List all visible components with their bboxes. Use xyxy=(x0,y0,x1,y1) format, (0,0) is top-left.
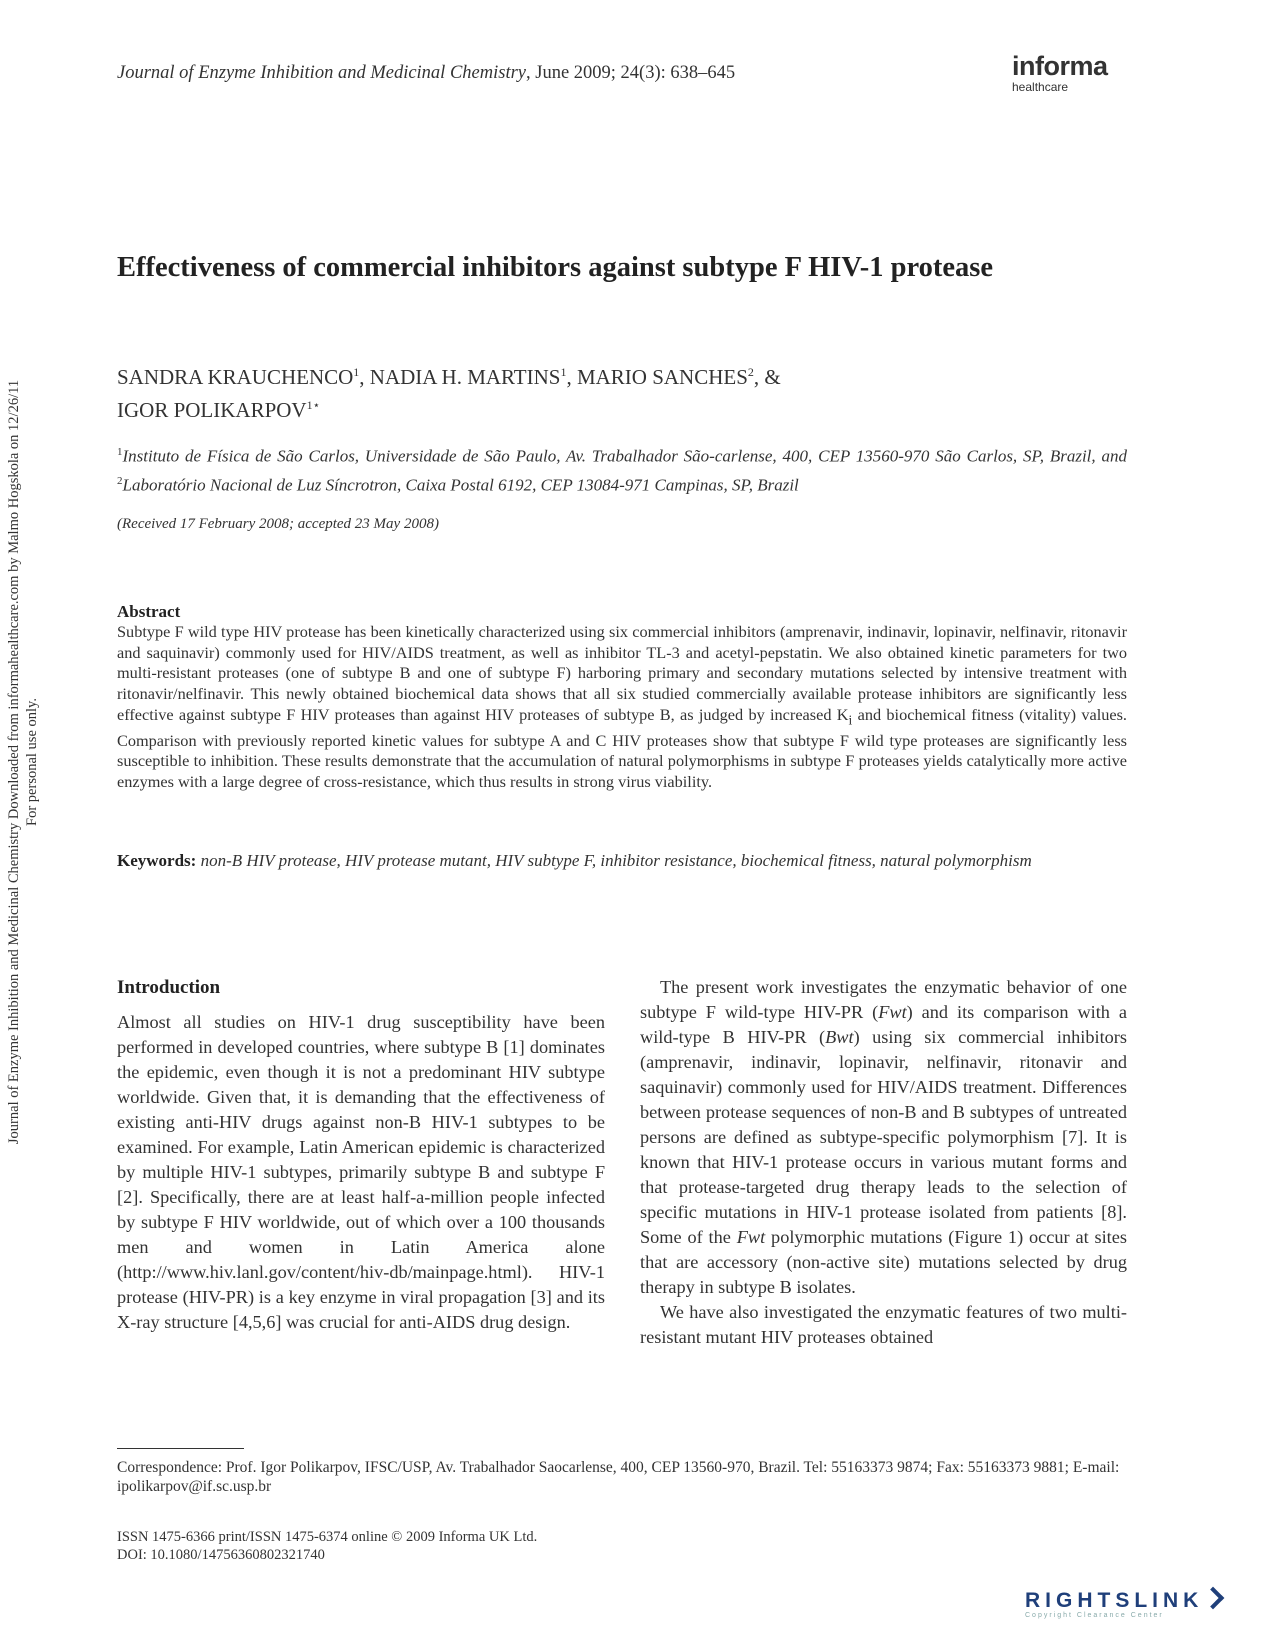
logo-sub: healthcare xyxy=(1012,80,1069,94)
intro-right-paragraph-2: We have also investigated the enzymatic features of two multi-resistant mutant HIV proteases obtained xyxy=(640,1302,1127,1347)
affil-sup-2: 2 xyxy=(117,474,123,487)
abstract-heading: Abstract xyxy=(117,602,181,621)
issn-doi xyxy=(117,1528,817,1564)
right-column xyxy=(640,975,1127,1350)
abstract-text-2: and biochemical fitness (vitality) values. Comparison with previously reported kinetic values for subtype A and C HIV proteases show that subtype F wild type proteases are significantly less susceptible to inhibition. These results demonstrate that the accumulation of natural polymorphisms in subtype F proteases yields catalytically more active enzymes with a large degree of cross-resistance, which thus results in strong virus viability. xyxy=(117,704,1127,792)
affil-text-2: Laboratório Nacional de Luz Síncrotron, Caixa Postal 6192, CEP 13084-971 Campinas, SP, Brazil xyxy=(122,475,799,495)
doi-line: DOI: 10.1080/14756360802321740 xyxy=(117,1547,325,1563)
author-1: SANDRA KRAUCHENCO xyxy=(117,365,354,389)
rp1-b: ) and its comparison with a wild-type B HIV-PR ( xyxy=(640,1002,1128,1047)
author-3-end: , & xyxy=(753,365,781,389)
received-dates: (Received 17 February 2008; accepted 23 May 2008) xyxy=(117,516,439,532)
author-1-sup: 1 xyxy=(353,365,360,379)
rp1-fwt: Fwt xyxy=(878,1002,907,1022)
chevron-right-icon xyxy=(1202,1587,1225,1610)
rightslink-text: RIGHTSLINK xyxy=(1025,1589,1204,1612)
affiliations xyxy=(117,440,1127,497)
affil-text-1: Instituto de Física de São Carlos, Universidade de São Paulo, Av. Trabalhador São-carlense, 400, CEP 13560-970 São Carlos, SP, Brazil, and xyxy=(122,446,1127,466)
issn-line: ISSN 1475-6366 print/ISSN 1475-6374 online © 2009 Informa UK Ltd. xyxy=(117,1529,538,1545)
journal-citation xyxy=(117,63,735,84)
journal-issue: , June 2009; 24(3): 638–645 xyxy=(526,63,736,83)
rp1-bwt: Bwt xyxy=(825,1027,854,1047)
keywords-text: non-B HIV protease, HIV protease mutant, HIV subtype F, inhibitor resistance, biochemical fitness, natural polymorphism xyxy=(196,851,1032,870)
keywords xyxy=(117,850,1127,872)
rp1-c: ) using six commercial inhibitors (amprenavir, indinavir, lopinavir, nelfinavir, ritonavir and saquinavir) commonly used for HIV/AIDS treatment. Differences between protease sequences of non-B and B subtypes of untreated persons are defined as subtype-specific polymorphism [7]. It is known that HIV-1 protease occurs in various mutant forms and that protease-targeted drug therapy leads to the selection of specific mutations in HIV-1 protease isolated from patients [8]. Some of the xyxy=(640,1027,1127,1247)
footnote-rule xyxy=(117,1448,244,1449)
author-3: , MARIO SANCHES xyxy=(566,365,748,389)
author-4: IGOR POLIKARPOV xyxy=(117,398,307,422)
abstract-body xyxy=(117,622,1127,793)
rightslink-logo[interactable] xyxy=(1025,1590,1221,1620)
author-2-sup: 1 xyxy=(560,365,567,379)
abstract-sub: i xyxy=(848,712,853,728)
download-watermark xyxy=(5,262,55,1262)
rightslink-sub: Copyright Clearance Center xyxy=(1025,1612,1164,1619)
intro-left-paragraph: Almost all studies on HIV-1 drug susceptibility have been performed in developed countries, where subtype B [1] dominates the epidemic, even though it is not a predominant HIV subtype worldwide. Given that, it is demanding that the effectiveness of existing anti-HIV drugs against non-B HIV-1 subtypes to be examined. For example, Latin American epidemic is characterized by multiple HIV-1 subtypes, primarily subtype B and subtype F [2]. Specifically, there are at least half-a-million people infected by subtype F HIV worldwide, out of which over a 100 thousands men and women in Latin America alone (http://www.hiv.lanl.gov/content/hiv-db/mainpage.html). HIV-1 protease (HIV-PR) is a key enzyme in viral propagation [3] and its X-ray structure [4,5,6] was crucial for anti-AIDS drug design. xyxy=(117,1012,605,1332)
author-4-sup: 1⋆ xyxy=(306,398,321,412)
keywords-label: Keywords: xyxy=(117,851,197,870)
left-column xyxy=(117,975,605,1335)
logo-main: informa xyxy=(1012,51,1108,81)
side-line-2: For personal use only. xyxy=(24,698,40,826)
author-list xyxy=(117,358,1017,424)
affil-sup-1: 1 xyxy=(117,446,123,458)
side-line-1: Journal of Enzyme Inhibition and Medicinal Chemistry Downloaded from informahealthcare.com by Malmo Hogskola on 12/26/11 xyxy=(6,379,22,1145)
introduction-heading: Introduction xyxy=(117,977,221,998)
paper-title: Effectiveness of commercial inhibitors against subtype F HIV-1 protease xyxy=(117,252,994,283)
journal-name: Journal of Enzyme Inhibition and Medicinal Chemistry xyxy=(117,63,526,83)
abstract-text-1: Subtype F wild type HIV protease has been kinetically characterized using six commercial inhibitors (amprenavir, indinavir, lopinavir, nelfinavir, ritonavir and saquinavir) commonly used for HIV/AIDS treatment, as well as inhibitor TL-3 and acetyl-pepstatin. We also obtained kinetic parameters for two multi-resistant proteases (one of subtype B and one of subtype F) harboring primary and secondary mutations selected by intensive treatment with ritonavir/nelfinavir. This newly obtained biochemical data shows that all six studied commercially available protease inhibitors are significantly less effective against subtype F HIV proteases than against HIV proteases of subtype B, as judged by increased K xyxy=(117,622,1127,724)
correspondence-note: Correspondence: Prof. Igor Polikarpov, IFSC/USP, Av. Trabalhador Saocarlense, 400, CEP 13560-970, Brazil. Tel: 55163373 9874; Fax: 55163373 9881; E-mail: ipolikarpov@if.sc.usp.br xyxy=(117,1459,1120,1495)
author-3-sup: 2 xyxy=(747,365,754,379)
rp1-fwt2: Fwt xyxy=(736,1227,766,1247)
rp1-d: polymorphic mutations (Figure 1) occur at sites that are accessory (non-active site) mutations selected by drug therapy in subtype B isolates. xyxy=(640,1227,1127,1297)
intro-right-paragraph-1 xyxy=(640,975,1127,1300)
informa-logo xyxy=(1012,52,1132,94)
author-2: , NADIA H. MARTINS xyxy=(359,365,561,389)
rp1-a: The present work investigates the enzymatic behavior of one subtype F wild-type HIV-PR ( xyxy=(640,977,1127,1022)
